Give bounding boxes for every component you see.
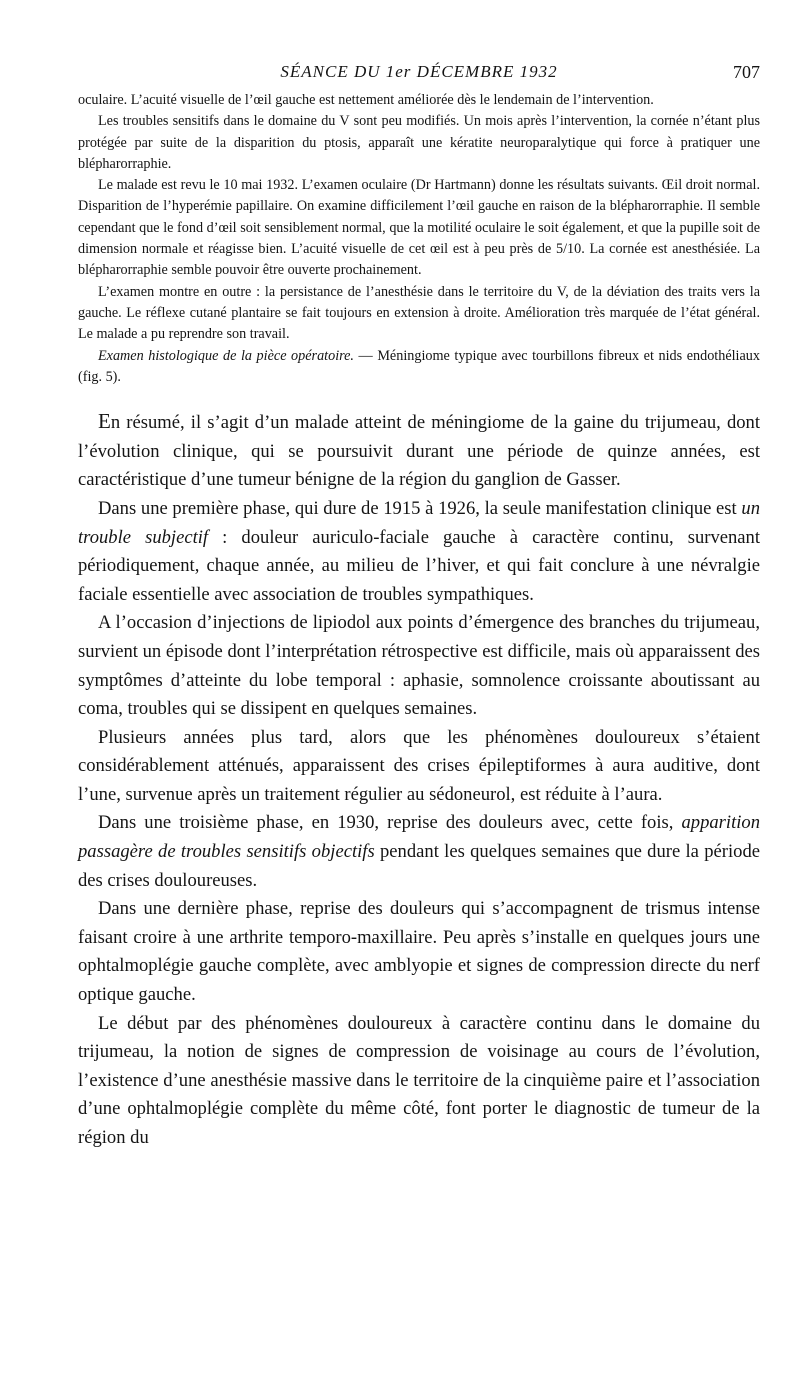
page-number: 707 (733, 62, 760, 82)
small-paragraph-1-text: oculaire. L’acuité visuelle de l’œil gauche est nettement améliorée dès le lendemain de l’intervention. (78, 92, 654, 108)
running-header (78, 52, 760, 90)
large-paragraph-4-text: Plusieurs années plus tard, alors que les phénomènes douloureux s’étaient considérablement atténués, apparaissent des crises épileptiformes à aura auditive, dont l’une, survenue après un traitement régulier au sédoneurol, est réduite à l’aura. (78, 726, 760, 805)
large-paragraph-2-post: : douleur auriculo-faciale gauche à caractère continu, survenant périodiquement, chaque année, au milieu de l’hiver, et qui fait conclure à une névralgie faciale essentielle avec association de troubles sympathiques. (78, 526, 760, 605)
large-paragraph-6-text: Dans une dernière phase, reprise des douleurs qui s’accompagnent de trismus intense faisant croire à une arthrite temporo-maxillaire. Peu après s’installe en quelques jours une ophtalmoplégie gauche complète, avec amblyopie et signes de compression directe du nerf optique gauche. (78, 898, 760, 1006)
large-paragraph-3-text: A l’occasion d’injections de lipiodol aux points d’émergence des branches du trijumeau, survient un épisode dont l’interprétation rétrospective est difficile, mais où apparaissent des symptômes d’atteinte du lobe temporal : aphasie, somnolence croissante aboutissant au coma, troubles qui se dissipent en quelques semaines. (78, 612, 760, 720)
large-paragraph-1 (78, 407, 760, 495)
small-paragraph-5-text: — Méningiome typique avec tourbillons fibreux et nids endothéliaux (fig. 5). (78, 347, 760, 385)
large-paragraph-5-pre: Dans une troisième phase, en 1930, reprise des douleurs avec, cette fois, (98, 812, 682, 834)
summary-large-text (78, 407, 760, 1152)
lead-letter: E (98, 409, 111, 434)
large-paragraph-7 (78, 1010, 760, 1153)
header-title: SÉANCE DU 1er DÉCEMBRE 1932 (280, 62, 558, 81)
histology-heading: Examen histologique de la pièce opératoire. (98, 347, 354, 364)
small-paragraph-3-text: Le malade est revu le 10 mai 1932. L’examen oculaire (Dr Hartmann) donne les résultats suivants. Œil droit normal. Disparition de l’hyperémie papillaire. On examine difficilement l’œil gauche en raison de la blépharorraphie. Il semble cependant que le fond d’œil soit sensiblement normal, que la motilité oculaire le soit également, et que la pupille soit de dimension normale et réagisse bien. L’acuité visuelle de cet œil est à peu près de 5/10. La cornée est anesthésiée. La blépharorraphie semble pouvoir être ouverte prochainement. (78, 177, 760, 279)
small-paragraph-4-text: L’examen montre en outre : la persistance de l’anesthésie dans le territoire du V, de la déviation des traits vers la gauche. Le réflexe cutané plantaire se fait toujours en extension à droite. Amélioration très marquée de l’état général. Le malade a pu reprendre son travail. (78, 283, 760, 343)
large-paragraph-5 (78, 809, 760, 895)
case-report-small-text (78, 90, 760, 388)
small-paragraph-5 (78, 346, 760, 389)
large-paragraph-5-italic: apparition passagère de troubles sensitifs objectifs (78, 812, 760, 863)
small-paragraph-2 (78, 111, 760, 175)
large-paragraph-5-post: pendant les quelques semaines que dure la période des crises douloureuses. (78, 841, 760, 891)
large-paragraph-2 (78, 495, 760, 609)
small-paragraph-1 (78, 90, 760, 111)
large-paragraph-2-italic: un trouble subjectif (78, 497, 760, 548)
journal-page (78, 52, 760, 1153)
large-paragraph-4 (78, 724, 760, 810)
large-paragraph-7-text: Le début par des phénomènes douloureux à caractère continu dans le domaine du trijumeau, la notion de signes de compression de voisinage au cours de l’évolution, l’existence d’une anesthésie massive dans le territoire de la cinquième paire et l’association d’une ophtalmoplégie complète du même côté, font porter le diagnostic de tumeur de la région du (78, 1012, 760, 1148)
large-paragraph-1-text: n résumé, il s’agit d’un malade atteint de méningiome de la gaine du trijumeau, dont l’évolution clinique, qui se poursuivit durant une période de quinze années, est caractéristique d’une tumeur bénigne de la région du ganglion de Gasser. (78, 412, 760, 491)
large-paragraph-2-pre: Dans une première phase, qui dure de 1915 à 1926, la seule manifestation clinique est (98, 497, 742, 519)
large-paragraph-6 (78, 895, 760, 1009)
small-paragraph-4 (78, 282, 760, 346)
small-paragraph-3 (78, 175, 760, 281)
small-paragraph-2-text: Les troubles sensitifs dans le domaine du V sont peu modifiés. Un mois après l’intervention, la cornée n’étant plus protégée par suite de la disparition du ptosis, apparaît une kératite neuroparalytique qui force à pratiquer une blépharorraphie. (78, 113, 760, 172)
large-paragraph-3 (78, 609, 760, 723)
